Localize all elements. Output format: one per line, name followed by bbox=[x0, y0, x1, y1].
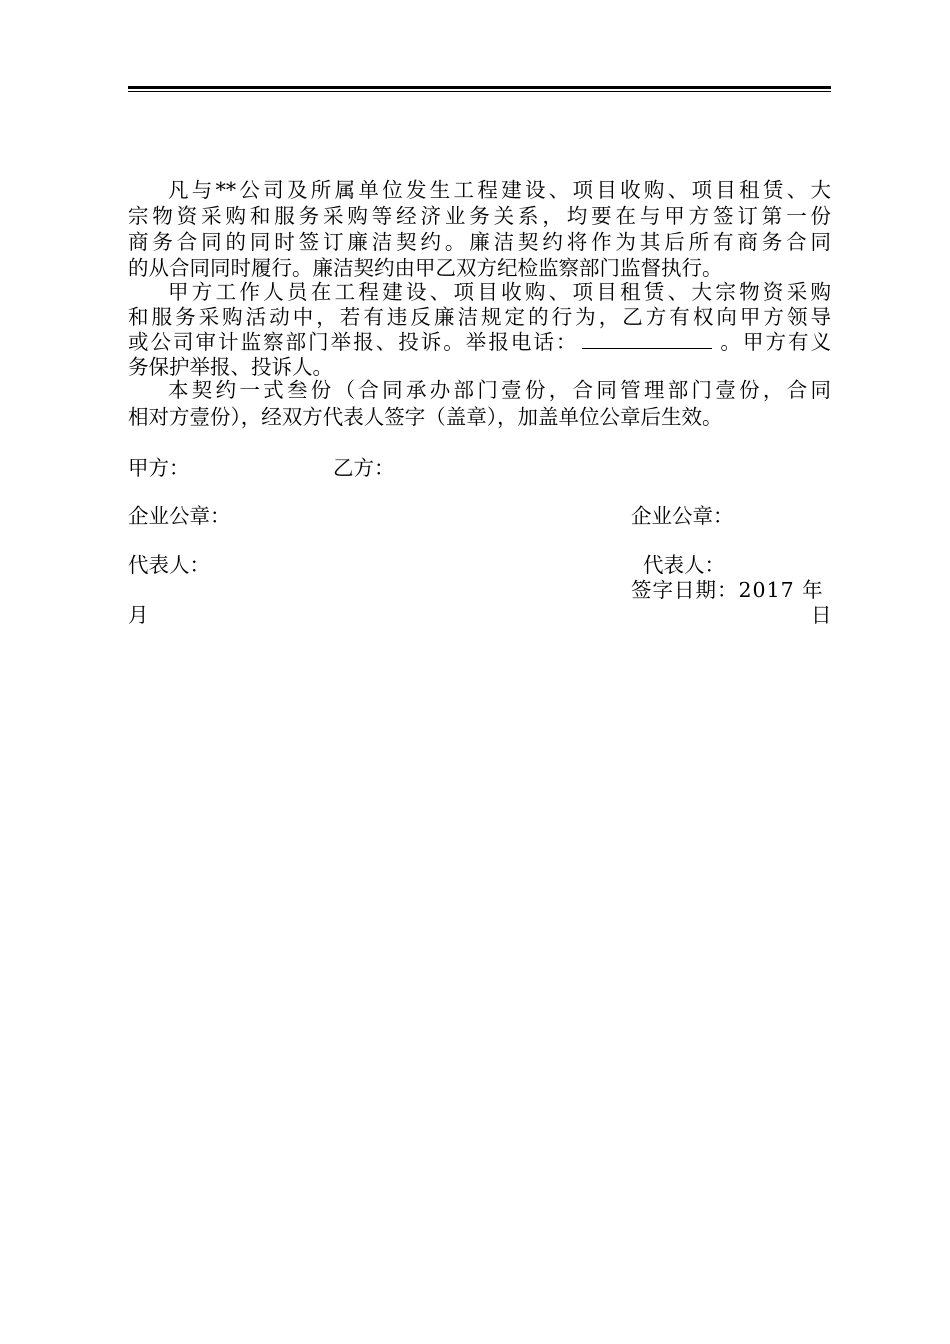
paragraph-2-line-3 bbox=[128, 329, 831, 355]
party-b-label: 乙方： bbox=[333, 456, 395, 480]
representative-left-label: 代表人： bbox=[128, 553, 210, 577]
header-rule-thin bbox=[128, 91, 831, 92]
paragraph-2-line-1: 甲方工作人员在工程建设、项目收购、项目租赁、大宗物资采购 bbox=[168, 280, 831, 304]
report-phone-after: 。甲方有义 bbox=[718, 330, 832, 354]
representative-right-label: 代表人： bbox=[643, 553, 725, 577]
paragraph-1-line-4: 的从合同同时履行。廉洁契约由甲乙双方纪检监察部门监督执行。 bbox=[128, 256, 723, 280]
paragraph-2-line-4: 务保护举报、投诉人。 bbox=[128, 355, 333, 379]
sign-date-month: 月 bbox=[128, 603, 149, 627]
paragraph-2-line-2: 和服务采购活动中，若有违反廉洁规定的行为，乙方有权向甲方领导 bbox=[128, 305, 831, 329]
party-a-label: 甲方： bbox=[128, 456, 190, 480]
seal-left-label: 企业公章： bbox=[128, 504, 231, 528]
paragraph-1-line-2: 宗物资采购和服务采购等经济业务关系，均要在与甲方签订第一份 bbox=[128, 204, 831, 228]
sign-date-day: 日 bbox=[811, 603, 832, 627]
header-rule-thick bbox=[128, 86, 831, 89]
sign-date-label: 签字日期：2017 年 bbox=[631, 578, 824, 602]
report-phone-blank bbox=[582, 330, 712, 349]
paragraph-3-line-1: 本契约一式叁份（合同承办部门壹份，合同管理部门壹份，合同 bbox=[168, 378, 831, 402]
seal-right-label: 企业公章： bbox=[631, 504, 734, 528]
report-phone-label: 或公司审计监察部门举报、投诉。举报电话： bbox=[128, 330, 579, 354]
paragraph-1-line-3: 商务合同的同时签订廉洁契约。廉洁契约将作为其后所有商务合同 bbox=[128, 230, 831, 254]
paragraph-1-line-1: 凡与**公司及所属单位发生工程建设、项目收购、项目租赁、大 bbox=[168, 178, 831, 202]
paragraph-3-line-2: 相对方壹份），经双方代表人签字（盖章），加盖单位公章后生效。 bbox=[128, 405, 723, 429]
